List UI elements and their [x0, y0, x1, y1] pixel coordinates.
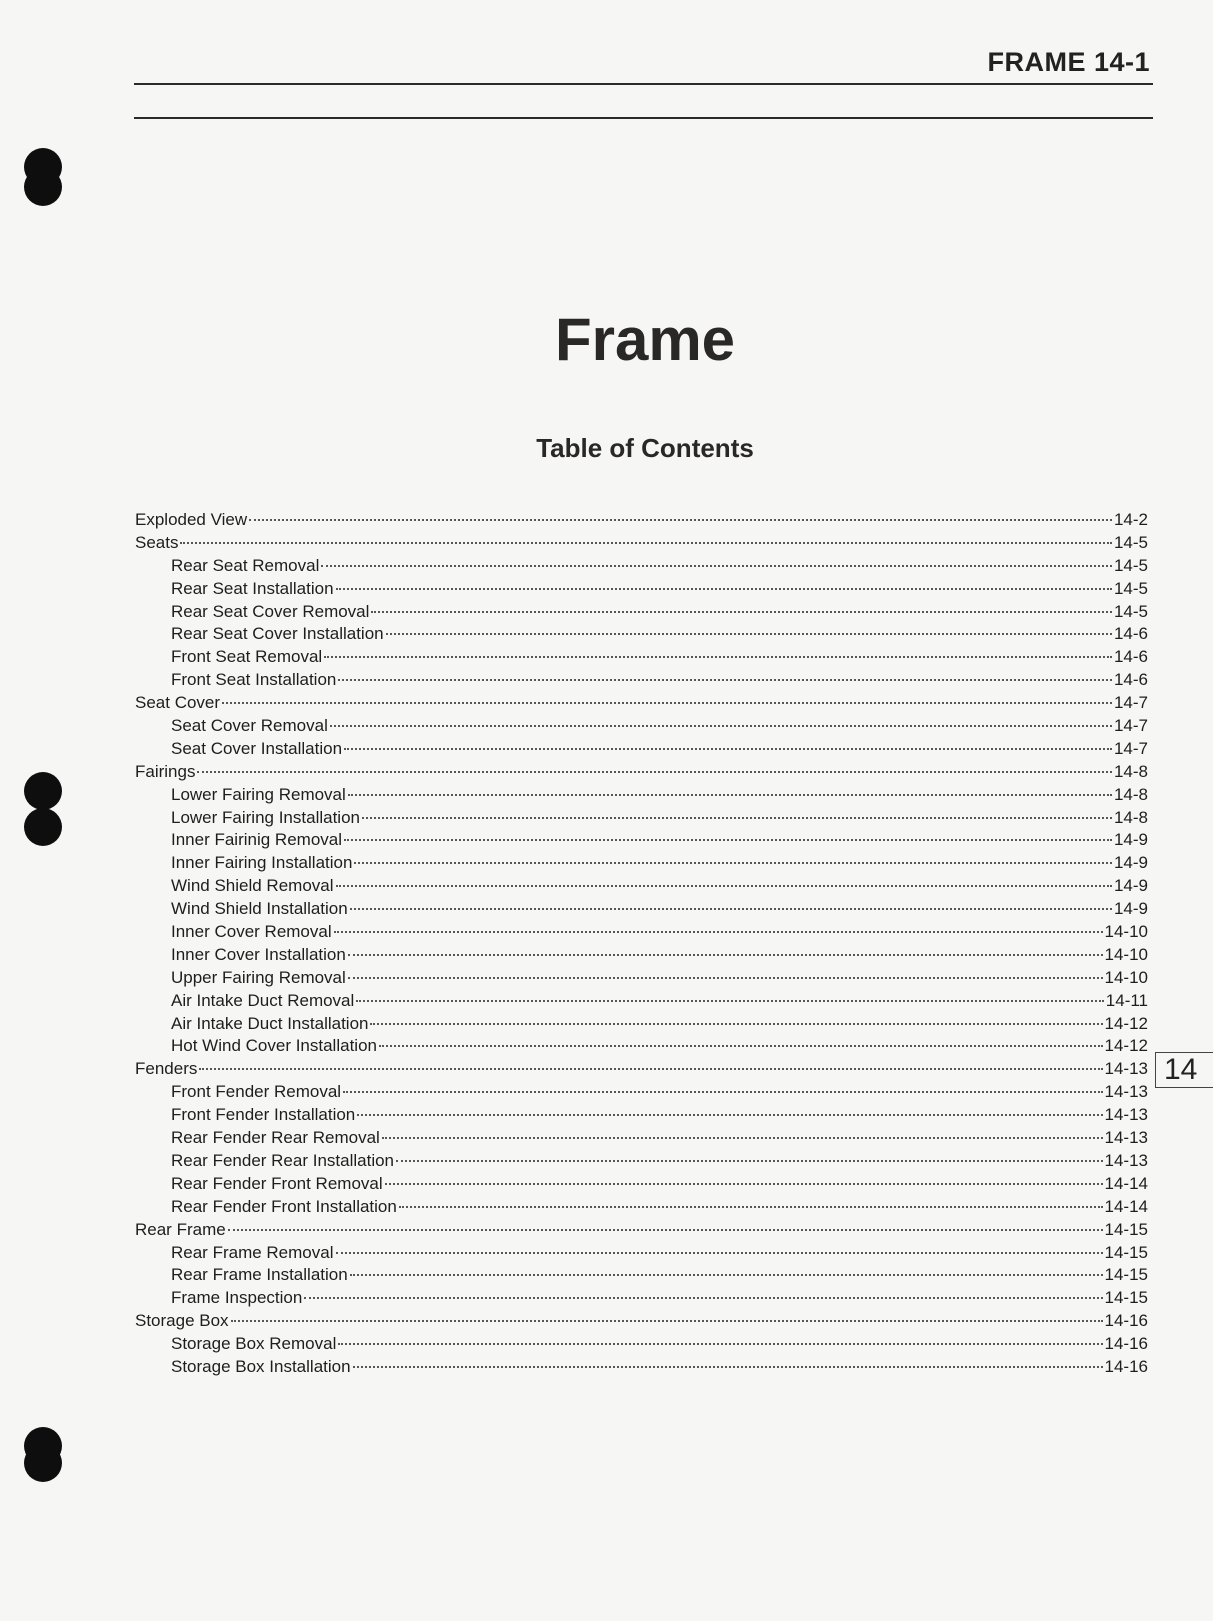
toc-subentry — [135, 921, 1148, 944]
toc-subentry — [135, 807, 1148, 830]
toc-section-entry — [135, 1058, 1148, 1081]
toc-entry-label: Wind Shield Installation — [171, 899, 348, 919]
binder-hole-top-lower — [24, 168, 62, 206]
toc-entry-label: Exploded View — [135, 510, 248, 529]
toc-dot-leader — [222, 702, 1112, 704]
toc-subentry — [135, 1035, 1148, 1058]
toc-subentry — [135, 1104, 1148, 1127]
toc-entry-page-number: 14-15 — [1104, 1288, 1148, 1308]
toc-section-entry — [135, 692, 1148, 715]
toc-subentry — [135, 852, 1148, 875]
toc-dot-leader — [336, 885, 1112, 887]
toc-subentry — [135, 1081, 1148, 1104]
toc-entry-label: Hot Wind Cover Installation — [171, 1036, 377, 1056]
toc-entry-page-number: 14-8 — [1113, 784, 1148, 804]
toc-entry-page-number: 14-5 — [1113, 601, 1148, 621]
toc-dot-leader — [334, 931, 1103, 933]
toc-entry-page-number: 14-6 — [1113, 647, 1148, 667]
toc-dot-leader — [350, 908, 1112, 910]
toc-entry-page-number: 14-9 — [1113, 876, 1148, 896]
toc-dot-leader — [386, 633, 1112, 635]
toc-dot-leader — [231, 1320, 1103, 1322]
binder-hole-middle-upper — [24, 772, 62, 810]
toc-dot-leader — [396, 1160, 1103, 1162]
toc-dot-leader — [357, 1114, 1102, 1116]
toc-dot-leader — [330, 725, 1112, 727]
toc-dot-leader — [228, 1229, 1103, 1231]
toc-subentry — [135, 1013, 1148, 1036]
toc-entry-page-number: 14-12 — [1104, 1036, 1148, 1056]
toc-entry-label: Rear Fender Front Removal — [171, 1173, 383, 1193]
toc-dot-leader — [180, 542, 1111, 544]
toc-dot-leader — [249, 519, 1112, 521]
toc-subentry — [135, 944, 1148, 967]
toc-section-entry — [135, 1219, 1148, 1242]
binder-hole-bottom-lower — [24, 1444, 62, 1482]
toc-entry-label: Inner Fairing Installation — [171, 853, 353, 873]
toc-entry-label: Rear Seat Cover Installation — [171, 624, 384, 644]
toc-entry-label: Seats — [135, 532, 179, 552]
toc-dot-leader — [356, 1000, 1103, 1002]
header-rule-top — [134, 83, 1153, 85]
toc-entry-page-number: 14-15 — [1104, 1219, 1148, 1239]
toc-entry-label: Fenders — [135, 1059, 198, 1079]
toc-entry-page-number: 14-16 — [1104, 1334, 1148, 1354]
toc-heading: Table of Contents — [536, 433, 754, 463]
chapter-title: Frame — [554, 306, 736, 373]
toc-subentry — [135, 784, 1148, 807]
toc-subentry — [135, 1333, 1148, 1356]
toc-dot-leader — [304, 1297, 1102, 1299]
toc-subentry — [135, 1287, 1148, 1310]
toc-entry-label: Rear Seat Cover Removal — [171, 601, 370, 621]
toc-dot-leader — [362, 817, 1112, 819]
toc-entry-page-number: 14-15 — [1104, 1242, 1148, 1262]
toc-subentry — [135, 646, 1148, 669]
toc-subentry — [135, 1242, 1148, 1265]
toc-subentry — [135, 1173, 1148, 1196]
toc-subentry — [135, 738, 1148, 761]
toc-entry-page-number: 14-16 — [1104, 1356, 1148, 1376]
toc-dot-leader — [371, 611, 1112, 613]
toc-dot-leader — [354, 862, 1112, 864]
toc-entry-label: Front Seat Removal — [171, 647, 323, 667]
toc-subentry — [135, 1127, 1148, 1150]
binder-hole-middle-lower — [24, 808, 62, 846]
toc-entry-label: Wind Shield Removal — [171, 876, 334, 896]
toc-entry-page-number: 14-5 — [1113, 578, 1148, 598]
toc-dot-leader — [350, 1274, 1103, 1276]
toc-section-entry — [135, 1310, 1148, 1333]
toc-dot-leader — [379, 1045, 1103, 1047]
toc-dot-leader — [344, 839, 1112, 841]
toc-dot-leader — [336, 588, 1112, 590]
toc-entry-label: Front Seat Installation — [171, 670, 337, 690]
toc-entry-label: Frame Inspection — [171, 1288, 303, 1308]
toc-section-entry — [135, 509, 1148, 532]
toc-subentry — [135, 1150, 1148, 1173]
toc-entry-label: Inner Fairinig Removal — [171, 830, 343, 850]
toc-entry-label: Lower Fairing Removal — [171, 784, 346, 804]
toc-entry-label: Storage Box Installation — [171, 1356, 351, 1376]
toc-entry-label: Inner Cover Removal — [171, 922, 332, 942]
toc-dot-leader — [324, 656, 1112, 658]
toc-entry-page-number: 14-13 — [1104, 1128, 1148, 1148]
toc-entry-label: Seat Cover Removal — [171, 716, 328, 736]
toc-subentry — [135, 875, 1148, 898]
toc-entry-label: Seat Cover — [135, 693, 221, 713]
toc-entry-page-number: 14-10 — [1104, 944, 1148, 964]
chapter-tab: 14 — [1155, 1052, 1213, 1088]
toc-entry-label: Front Fender Removal — [171, 1082, 342, 1102]
toc-entry-label: Rear Fender Rear Installation — [171, 1150, 395, 1170]
toc-entry-page-number: 14-5 — [1113, 555, 1148, 575]
toc-entry-page-number: 14-8 — [1113, 807, 1148, 827]
toc-entry-page-number: 14-10 — [1104, 922, 1148, 942]
toc-entry-page-number: 14-12 — [1104, 1013, 1148, 1033]
toc-dot-leader — [399, 1206, 1103, 1208]
toc-entry-page-number: 14-13 — [1104, 1059, 1148, 1079]
toc-dot-leader — [343, 1091, 1102, 1093]
toc-subentry — [135, 898, 1148, 921]
toc-entry-label: Front Fender Installation — [171, 1105, 356, 1125]
toc-dot-leader — [348, 977, 1103, 979]
table-of-contents — [135, 509, 1148, 1379]
toc-section-entry — [135, 761, 1148, 784]
header-rule-second — [134, 117, 1153, 119]
toc-entry-label: Storage Box Removal — [171, 1334, 337, 1354]
toc-subentry — [135, 623, 1148, 646]
toc-entry-page-number: 14-7 — [1113, 738, 1148, 758]
toc-dot-leader — [338, 1343, 1102, 1345]
toc-dot-leader — [370, 1023, 1102, 1025]
toc-entry-page-number: 14-13 — [1104, 1082, 1148, 1102]
toc-subentry — [135, 1356, 1148, 1379]
toc-dot-leader — [385, 1183, 1103, 1185]
toc-subentry — [135, 601, 1148, 624]
toc-entry-label: Seat Cover Installation — [171, 738, 343, 758]
toc-entry-page-number: 14-9 — [1113, 830, 1148, 850]
toc-entry-page-number: 14-6 — [1113, 624, 1148, 644]
toc-dot-leader — [382, 1137, 1103, 1139]
toc-entry-page-number: 14-13 — [1104, 1105, 1148, 1125]
toc-subentry — [135, 1264, 1148, 1287]
toc-entry-label: Air Intake Duct Installation — [171, 1013, 369, 1033]
toc-subentry — [135, 555, 1148, 578]
toc-entry-page-number: 14-7 — [1113, 693, 1148, 713]
toc-entry-page-number: 14-13 — [1104, 1150, 1148, 1170]
toc-dot-leader — [344, 748, 1112, 750]
toc-entry-page-number: 14-14 — [1104, 1173, 1148, 1193]
toc-entry-label: Rear Fender Rear Removal — [171, 1128, 380, 1148]
toc-subentry — [135, 669, 1148, 692]
toc-dot-leader — [197, 771, 1112, 773]
toc-subentry — [135, 990, 1148, 1013]
toc-dot-leader — [321, 565, 1112, 567]
toc-entry-page-number: 14-10 — [1104, 967, 1148, 987]
toc-entry-label: Rear Frame Removal — [171, 1242, 334, 1262]
toc-entry-label: Rear Frame — [135, 1219, 226, 1239]
toc-entry-label: Storage Box — [135, 1311, 229, 1331]
toc-entry-label: Rear Seat Removal — [171, 555, 320, 575]
toc-entry-page-number: 14-11 — [1105, 990, 1148, 1010]
toc-entry-page-number: 14-9 — [1113, 899, 1148, 919]
toc-dot-leader — [336, 1252, 1103, 1254]
toc-entry-label: Rear Fender Front Installation — [171, 1196, 397, 1216]
toc-dot-leader — [348, 794, 1112, 796]
toc-entry-page-number: 14-14 — [1104, 1196, 1148, 1216]
toc-dot-leader — [348, 954, 1103, 956]
toc-subentry — [135, 715, 1148, 738]
toc-subentry — [135, 967, 1148, 990]
toc-section-entry — [135, 532, 1148, 555]
toc-entry-label: Lower Fairing Installation — [171, 807, 360, 827]
toc-entry-page-number: 14-16 — [1104, 1311, 1148, 1331]
toc-entry-page-number: 14-8 — [1113, 761, 1148, 781]
toc-dot-leader — [199, 1068, 1102, 1070]
toc-dot-leader — [353, 1366, 1103, 1368]
toc-entry-page-number: 14-6 — [1113, 670, 1148, 690]
toc-dot-leader — [338, 679, 1112, 681]
toc-subentry — [135, 829, 1148, 852]
toc-subentry — [135, 1196, 1148, 1219]
page-header-title: FRAME 14-1 — [987, 47, 1150, 77]
toc-entry-page-number: 14-7 — [1113, 716, 1148, 736]
toc-subentry — [135, 578, 1148, 601]
toc-entry-label: Fairings — [135, 761, 196, 781]
toc-entry-page-number: 14-2 — [1113, 510, 1148, 529]
toc-entry-label: Upper Fairing Removal — [171, 967, 346, 987]
toc-entry-label: Rear Seat Installation — [171, 578, 334, 598]
toc-entry-label: Rear Frame Installation — [171, 1265, 348, 1285]
toc-entry-label: Inner Cover Installation — [171, 944, 346, 964]
toc-entry-label: Air Intake Duct Removal — [171, 990, 355, 1010]
toc-entry-page-number: 14-9 — [1113, 853, 1148, 873]
toc-entry-page-number: 14-5 — [1113, 532, 1148, 552]
toc-entry-page-number: 14-15 — [1104, 1265, 1148, 1285]
